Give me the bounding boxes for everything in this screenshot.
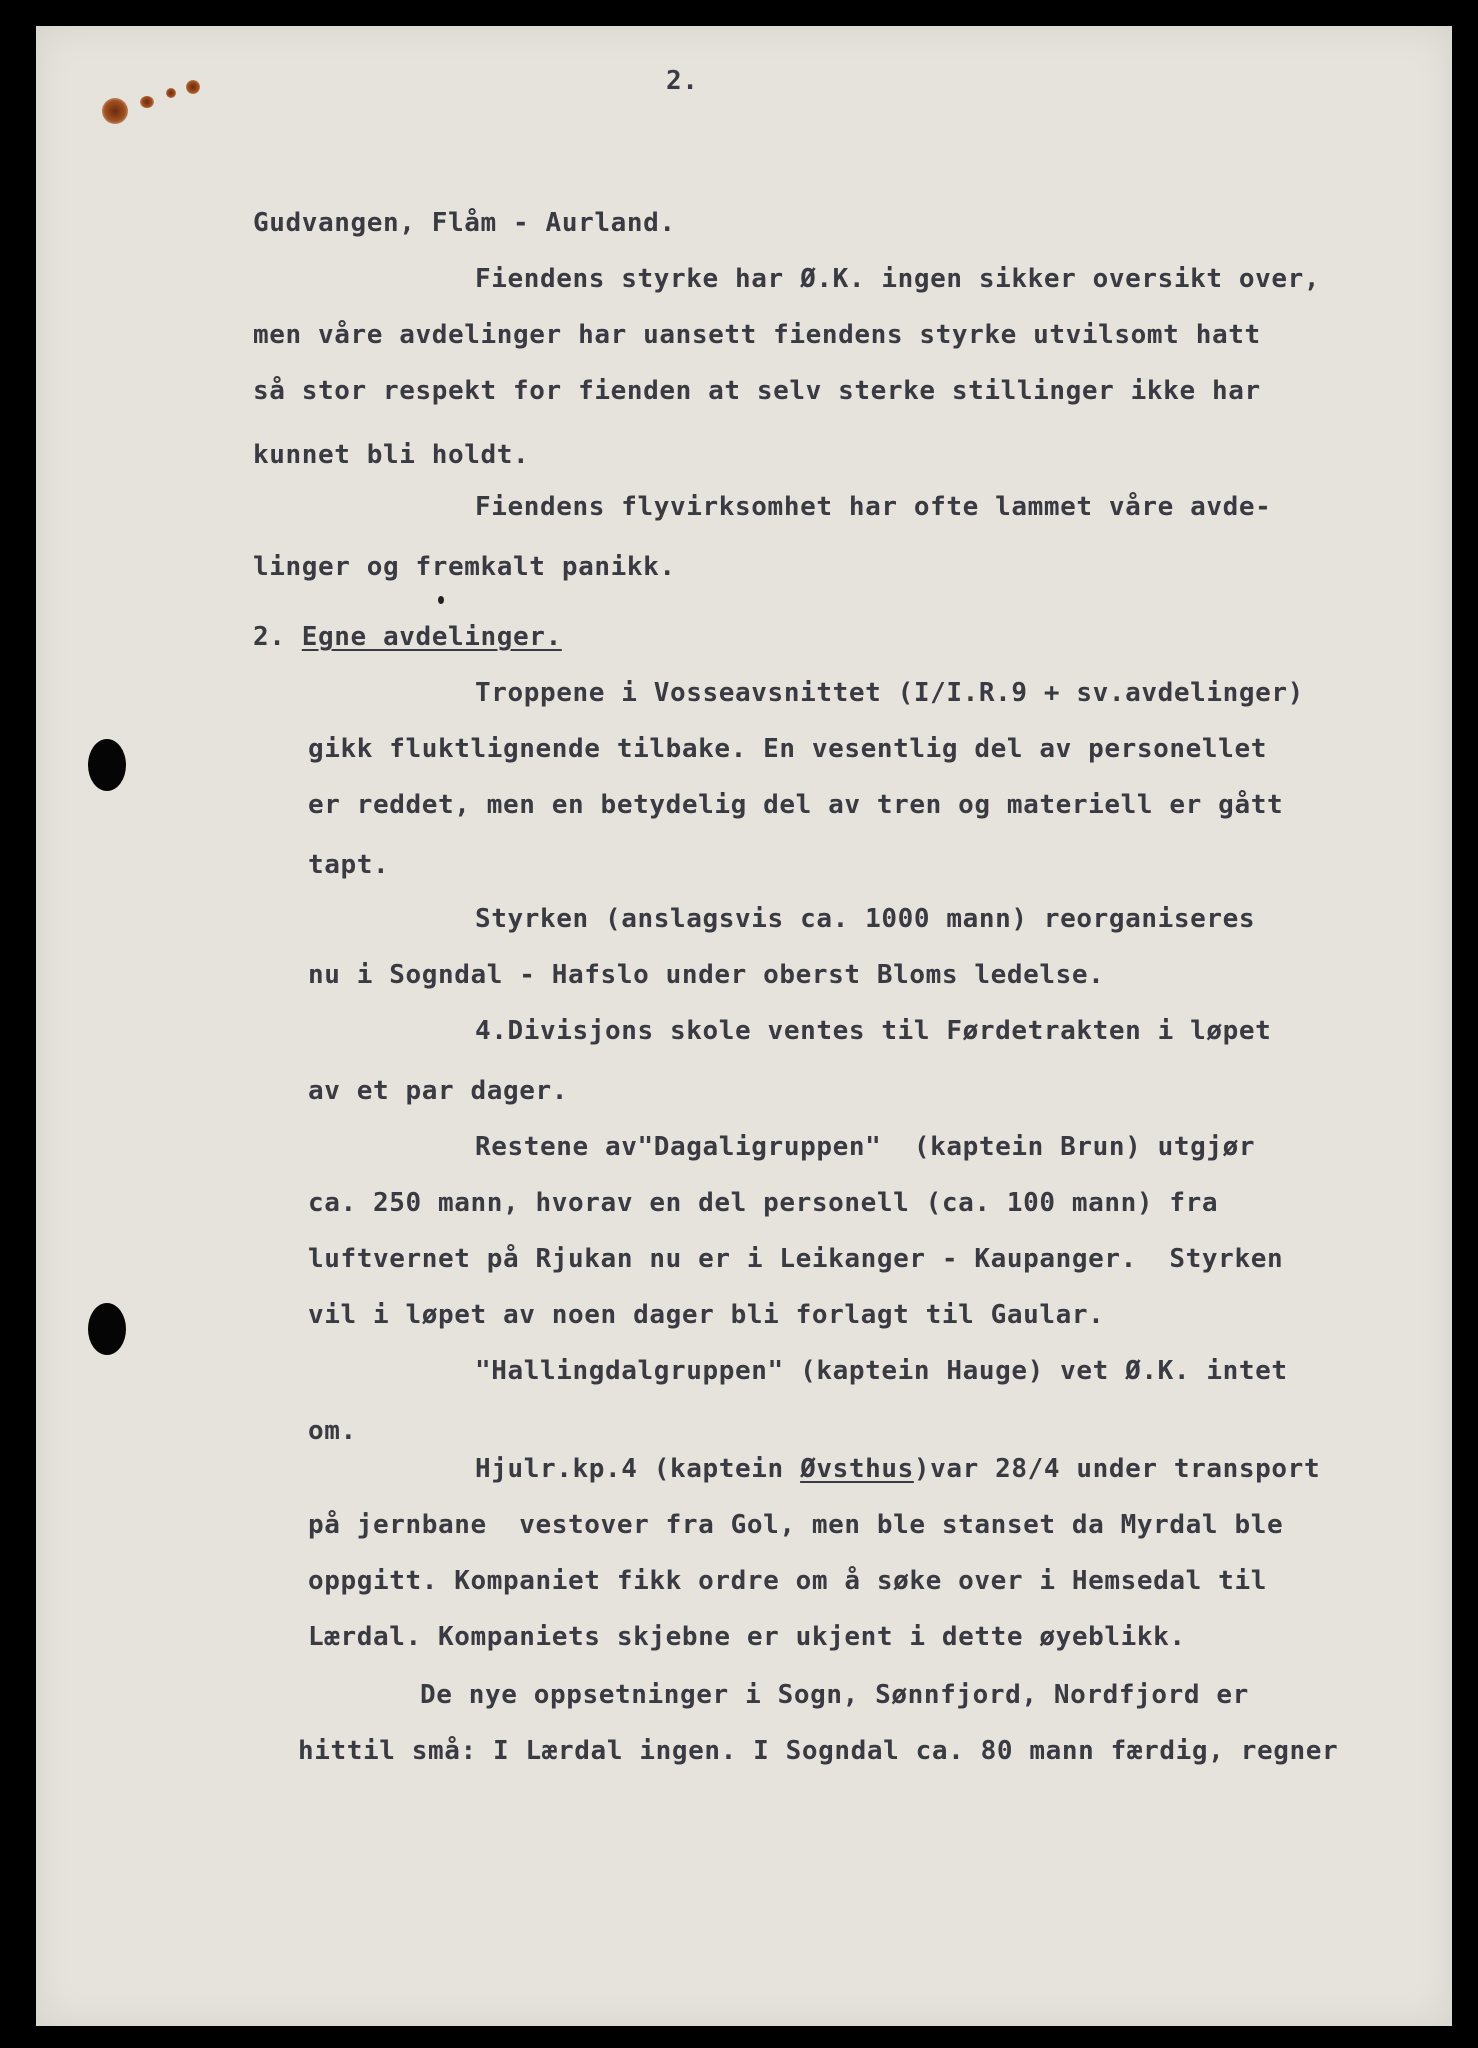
text-line: ca. 250 mann, hvorav en del personell (ca. 100 mann) fra [308,1188,1219,1218]
text-line: Troppene i Vosseavsnittet (I/I.R.9 + sv.avdelinger) [475,678,1304,708]
text-line: hittil små: I Lærdal ingen. I Sogndal ca. 80 mann færdig, regner [298,1736,1339,1766]
text-line: er reddet, men en betydelig del av tren og materiell er gått [308,790,1284,820]
text-line: men våre avdelinger har uansett fiendens styrke utvilsomt hatt [253,320,1261,350]
text-line: De nye oppsetninger i Sogn, Sønnfjord, Nordfjord er [420,1680,1249,1710]
underlined-name: Øvsthus [800,1454,914,1484]
text-line: vil i løpet av noen dager bli forlagt til Gaular. [308,1300,1105,1330]
text-line: Lærdal. Kompaniets skjebne er ukjent i dette øyeblikk. [308,1622,1186,1652]
text-line: Restene av"Dagaligruppen" (kaptein Brun) utgjør [475,1132,1256,1162]
text-line: Gudvangen, Flåm - Aurland. [253,208,676,238]
section-heading [253,622,562,652]
section-number: 2. [253,622,302,652]
text-line: av et par dager. [308,1076,569,1106]
text-line: Styrken (anslagsvis ca. 1000 mann) reorganiseres [475,904,1256,934]
text-line: tapt. [308,850,390,880]
text-line: på jernbane vestover fra Gol, men ble stanset da Myrdal ble [308,1510,1284,1540]
text-line [475,1454,1320,1484]
text-line: kunnet bli holdt. [253,440,530,470]
text-segment: )var 28/4 under transport [913,1454,1321,1484]
text-line: Fiendens flyvirksomhet har ofte lammet våre avde- [475,492,1272,522]
text-line: gikk fluktlignende tilbake. En vesentlig del av personellet [308,734,1267,764]
text-line: "Hallingdalgruppen" (kaptein Hauge) vet Ø.K. intet [475,1356,1288,1386]
text-line: linger og fremkalt panikk. [253,552,676,582]
text-line: så stor respekt for fienden at selv sterke stillinger ikke har [253,376,1261,406]
text-line: nu i Sogndal - Hafslo under oberst Bloms ledelse. [308,960,1105,990]
text-line: oppgitt. Kompaniet fikk ordre om å søke over i Hemsedal til [308,1566,1267,1596]
text-line: om. [308,1416,357,1446]
text-line: 4.Divisjons skole ventes til Førdetrakten i løpet [475,1016,1272,1046]
ink-dot [438,596,444,604]
section-title: Egne avdelinger. [301,622,562,652]
text-line: luftvernet på Rjukan nu er i Leikanger - Kaupanger. Styrken [308,1244,1284,1274]
text-segment: Hjulr.kp.4 (kaptein [475,1454,801,1484]
text-line: Fiendens styrke har Ø.K. ingen sikker oversikt over, [475,264,1321,294]
page-number: 2. [666,66,699,96]
